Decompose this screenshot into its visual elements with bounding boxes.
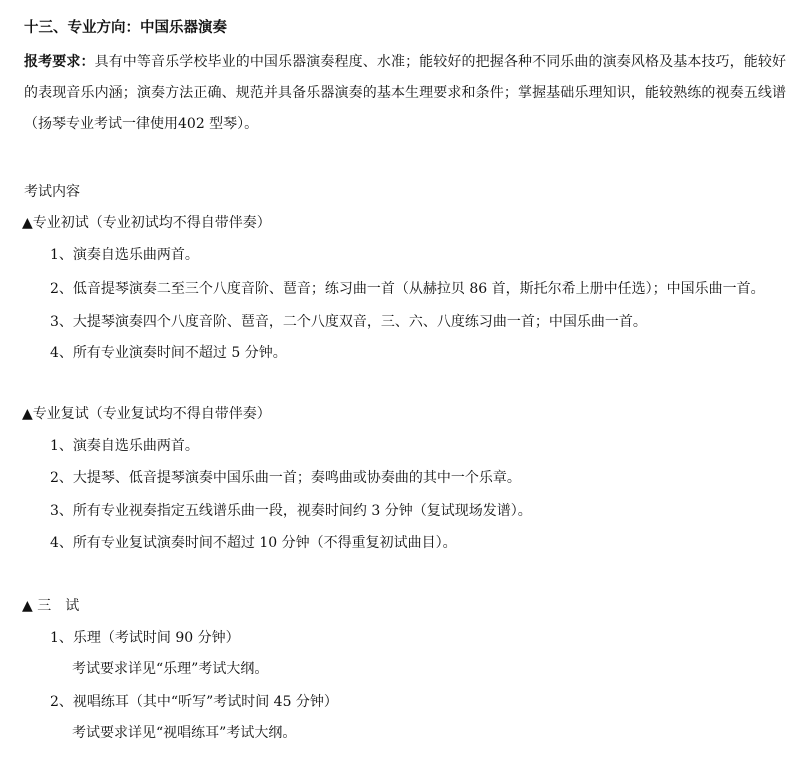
retest-item: 4、所有专业复试演奏时间不超过 10 分钟（不得重复初试曲目）。	[50, 535, 457, 551]
third-test-heading: ▲ 三 试	[22, 598, 80, 614]
preliminary-item: 2、低音提琴演奏二至三个八度音阶、琶音；练习曲一首（从赫拉贝 86 首，斯托尔希上册中任选）；中国乐曲一首。	[50, 281, 765, 297]
retest-heading: ▲专业复试（专业复试均不得自带伴奏）	[22, 406, 271, 422]
preliminary-item: 4、所有专业演奏时间不超过 5 分钟。	[50, 345, 287, 361]
retest-item: 1、演奏自选乐曲两首。	[50, 438, 199, 454]
retest-item: 3、所有专业视奏指定五线谱乐曲一段，视奏时间约 3 分钟（复试现场发谱）。	[50, 503, 532, 519]
third-test-item: 1、乐理（考试时间 90 分钟）	[50, 630, 240, 646]
third-test-item: 2、视唱练耳（其中“听写”考试时间 45 分钟）	[50, 694, 338, 710]
preliminary-heading: ▲专业初试（专业初试均不得自带伴奏）	[22, 215, 271, 231]
retest-item: 2、大提琴、低音提琴演奏中国乐曲一首；奏鸣曲或协奏曲的其中一个乐章。	[50, 470, 521, 486]
requirements-label: 报考要求：	[24, 54, 95, 70]
third-test-note: 考试要求详见“视唱练耳”考试大纲。	[72, 725, 297, 741]
preliminary-item: 1、演奏自选乐曲两首。	[50, 247, 199, 263]
exam-content-heading: 考试内容	[24, 184, 80, 200]
preliminary-item: 3、大提琴演奏四个八度音阶、琶音，二个八度双音，三、六、八度练习曲一首；中国乐曲一首。	[50, 314, 647, 330]
third-test-note: 考试要求详见“乐理”考试大纲。	[72, 661, 269, 677]
section-title: 十三、专业方向：中国乐器演奏	[24, 19, 227, 36]
requirements-paragraph	[24, 47, 786, 140]
requirements-text: 具有中等音乐学校毕业的中国乐器演奏程度、水准；能较好的把握各种不同乐曲的演奏风格及基本技巧，能较好的表现音乐内涵；演奏方法正确、规范并具备乐器演奏的基本生理要求和条件；掌握基础乐理知识，能较熟练的视奏五线谱（扬琴专业考试一律使用402 型琴）。	[24, 54, 787, 132]
